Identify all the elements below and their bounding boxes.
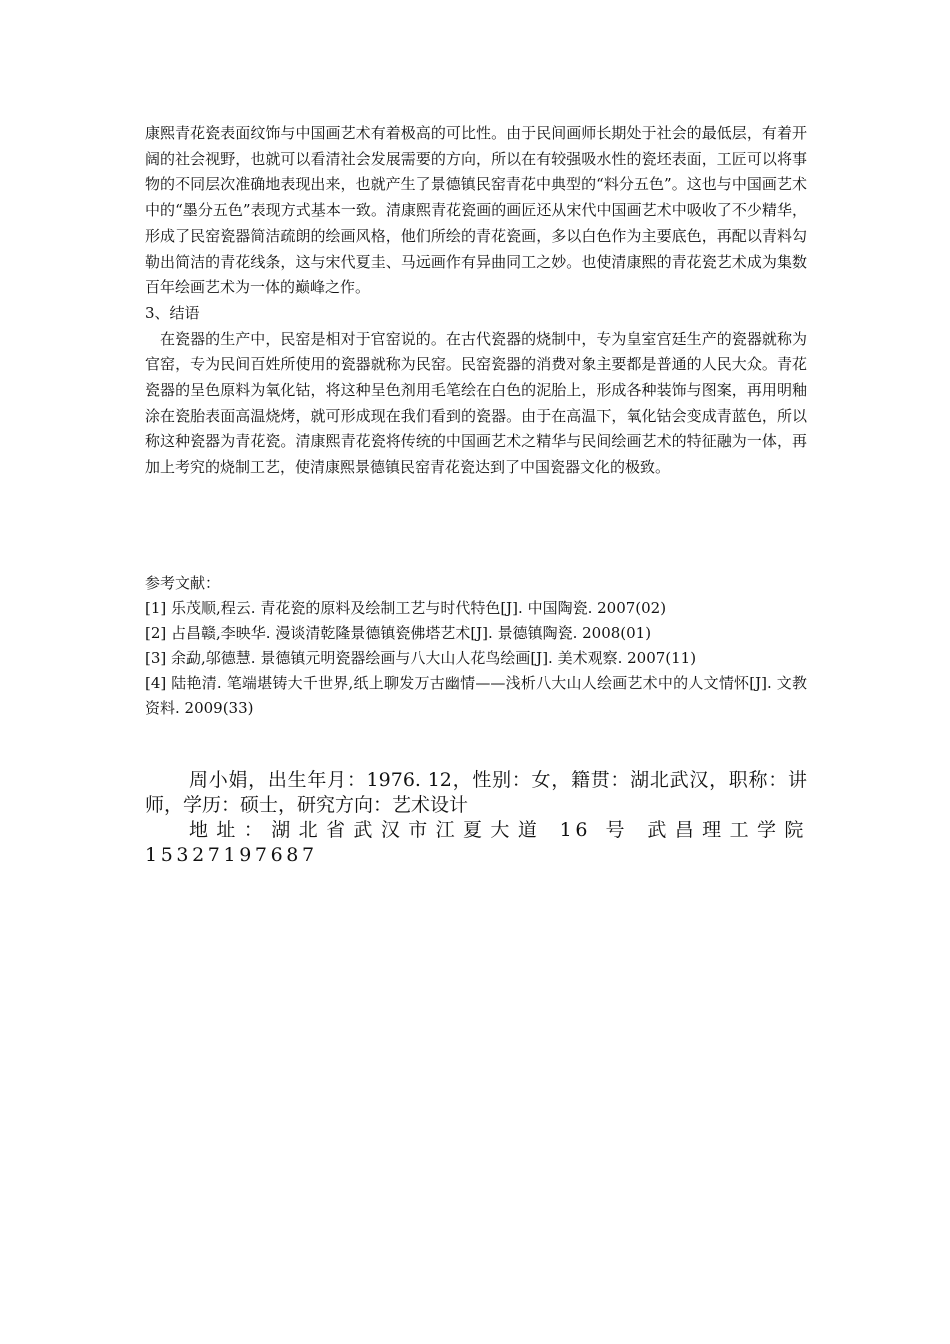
reference-item-4: [4] 陆艳清. 笔端堪铸大千世界,纸上聊发万古幽情——浅析八大山人绘画艺术中的人文情怀[J]. 文教资料. 2009(33) xyxy=(145,674,807,717)
body-paragraph-1: 康熙青花瓷表面纹饰与中国画艺术有着极高的可比性。由于民间画师长期处于社会的最低层，有着开阔的社会视野，也就可以看清社会发展需要的方向，所以在有较强吸水性的瓷坯表面，工匠可以将事物的不同层次准确地表现出来，也就产生了景德镇民窑青花中典型的“料分五色”。这也与中国画艺术中的“墨分五色”表现方式基本一致。清康熙青花瓷画的画匠还从宋代中国画艺术中吸收了不少精华，形成了民窑瓷器简洁疏朗的绘画风格，他们所绘的青花瓷画，多以白色作为主要底色，再配以青料勾勒出简洁的青花线条，这与宋代夏圭、马远画作有异曲同工之妙。也使清康熙的青花瓷艺术成为集数百年绘画艺术为一体的巅峰之作。 xyxy=(145,124,807,297)
section-heading-conclusion: 3、结语 xyxy=(145,303,200,322)
reference-item-1: [1] 乐茂顺,程云. 青花瓷的原料及绘制工艺与时代特色[J]. 中国陶瓷. 2007(02) xyxy=(145,599,667,617)
author-bio: 周小娟，出生年月：1976. 12，性别：女，籍贯：湖北武汉，职称：讲师，学历：硕士，研究方向：艺术设计 xyxy=(145,769,807,816)
references-title: 参考文献： xyxy=(145,574,221,592)
author-address: 地址：湖北省武汉市江夏大道 16 号 武昌理工学院 15327197687 xyxy=(145,819,807,866)
references-section xyxy=(145,571,807,721)
body-paragraph-2: 在瓷器的生产中，民窑是相对于官窑说的。在古代瓷器的烧制中，专为皇室宫廷生产的瓷器就称为官窑，专为民间百姓所使用的瓷器就称为民窑。民窑瓷器的消费对象主要都是普通的人民大众。青花瓷器的呈色原料为氧化钴，将这种呈色剂用毛笔绘在白色的泥胎上，形成各种装饰与图案，再用明釉涂在瓷胎表面高温烧烤，就可形成现在我们看到的瓷器。由于在高温下，氧化钴会变成青蓝色，所以称这种瓷器为青花瓷。清康熙青花瓷将传统的中国画艺术之精华与民间绘画艺术的特征融为一体，再加上考究的烧制工艺，使清康熙景德镇民窑青花瓷达到了中国瓷器文化的极致。 xyxy=(145,329,807,477)
body-section xyxy=(145,121,807,481)
reference-item-2: [2] 占昌赣,李映华. 漫谈清乾隆景德镇瓷佛塔艺术[J]. 景德镇陶瓷. 2008(01) xyxy=(145,624,652,642)
author-info-section xyxy=(145,768,807,868)
reference-item-3: [3] 余勐,邬德慧. 景德镇元明瓷器绘画与八大山人花鸟绘画[J]. 美术观察. 2007(11) xyxy=(145,649,697,667)
